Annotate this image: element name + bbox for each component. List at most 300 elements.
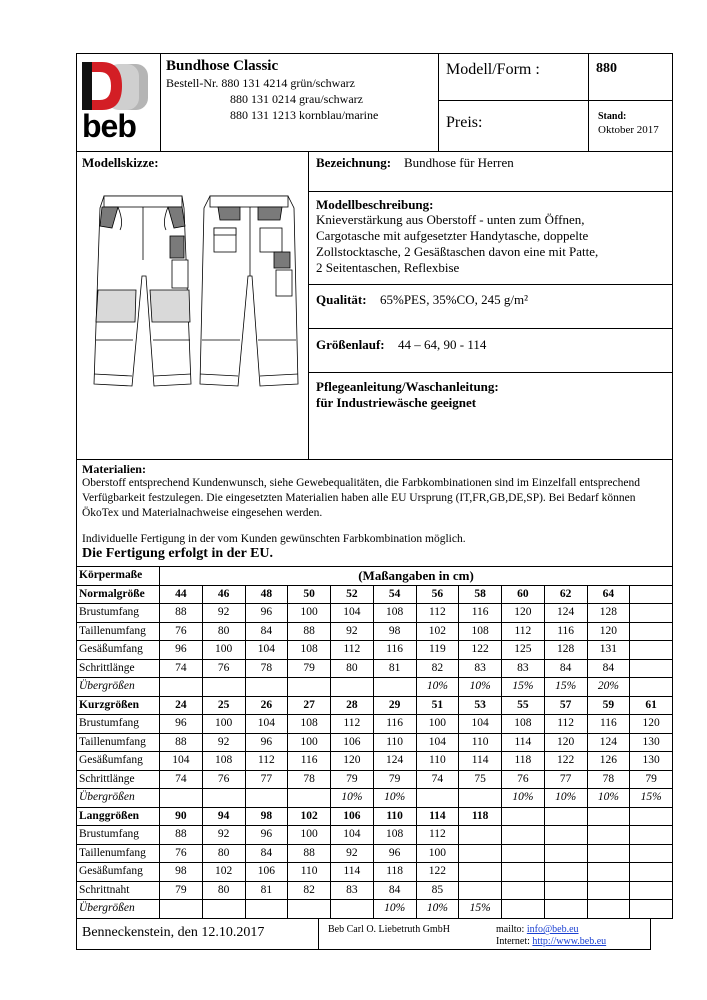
- value-cell: 27: [288, 696, 331, 715]
- table-row: [77, 641, 673, 660]
- beb-logo: [80, 58, 156, 146]
- row-label-cell: Übergrößen: [77, 678, 160, 697]
- size-table-corner: Körpermaße: [77, 567, 160, 586]
- value-cell: [502, 863, 545, 882]
- value-cell: 46: [202, 585, 245, 604]
- value-cell: [459, 881, 502, 900]
- row-label-cell: Taillenumfang: [77, 622, 160, 641]
- value-cell: 116: [288, 752, 331, 771]
- value-cell: [245, 900, 288, 919]
- footer-internet-row: [496, 936, 606, 948]
- oversize-row: [77, 900, 673, 919]
- value-cell: 83: [331, 881, 374, 900]
- value-cell: 96: [373, 844, 416, 863]
- value-cell: 10%: [544, 789, 587, 808]
- value-cell: 92: [202, 826, 245, 845]
- value-cell: 76: [202, 659, 245, 678]
- value-cell: 108: [202, 752, 245, 771]
- table-row: [77, 715, 673, 734]
- value-cell: 15%: [544, 678, 587, 697]
- value-cell: 106: [245, 863, 288, 882]
- value-cell: 104: [459, 715, 502, 734]
- order-line-1: Bestell-Nr. 880 131 4214 grün/schwarz: [166, 76, 355, 90]
- value-cell: 83: [459, 659, 502, 678]
- materials-individual: Individuelle Fertigung in der vom Kunden gewünschten Farbkombination möglich.: [82, 533, 466, 545]
- value-cell: [587, 881, 630, 900]
- value-cell: 77: [544, 770, 587, 789]
- row-label-cell: Normalgröße: [77, 585, 160, 604]
- row-label-cell: Schrittlänge: [77, 659, 160, 678]
- value-cell: 102: [416, 622, 459, 641]
- table-row: [77, 881, 673, 900]
- value-cell: 54: [373, 585, 416, 604]
- value-cell: 77: [245, 770, 288, 789]
- value-cell: 10%: [459, 678, 502, 697]
- value-cell: [630, 863, 673, 882]
- oversize-row: [77, 789, 673, 808]
- value-cell: 82: [416, 659, 459, 678]
- value-cell: 104: [331, 826, 374, 845]
- value-cell: [202, 678, 245, 697]
- value-cell: [331, 678, 374, 697]
- value-cell: 80: [202, 881, 245, 900]
- value-cell: 76: [202, 770, 245, 789]
- value-cell: [245, 789, 288, 808]
- value-cell: 110: [373, 807, 416, 826]
- value-cell: 108: [502, 715, 545, 734]
- value-cell: [502, 900, 545, 919]
- table-row: [77, 622, 673, 641]
- value-cell: 108: [288, 715, 331, 734]
- value-cell: [544, 826, 587, 845]
- value-cell: [544, 844, 587, 863]
- groessen-value: 44 – 64, 90 - 114: [398, 337, 487, 352]
- value-cell: [416, 789, 459, 808]
- value-cell: [373, 678, 416, 697]
- details-line-3: [308, 328, 673, 329]
- table-row: [77, 752, 673, 771]
- value-cell: [202, 900, 245, 919]
- table-row: [77, 659, 673, 678]
- value-cell: 80: [331, 659, 374, 678]
- value-cell: [544, 881, 587, 900]
- product-title: Bundhose Classic: [166, 58, 279, 74]
- value-cell: 112: [544, 715, 587, 734]
- value-cell: 114: [502, 733, 545, 752]
- value-cell: 59: [587, 696, 630, 715]
- value-cell: [288, 789, 331, 808]
- value-cell: 126: [587, 752, 630, 771]
- value-cell: 55: [502, 696, 545, 715]
- value-cell: 10%: [502, 789, 545, 808]
- value-cell: [587, 807, 630, 826]
- value-cell: 128: [544, 641, 587, 660]
- value-cell: [630, 659, 673, 678]
- value-cell: 75: [459, 770, 502, 789]
- value-cell: 79: [160, 881, 203, 900]
- value-cell: 110: [373, 733, 416, 752]
- beschreibung-line-2: Cargotasche mit aufgesetzter Handytasche, doppelte: [316, 228, 589, 243]
- value-cell: 24: [160, 696, 203, 715]
- value-cell: 120: [331, 752, 374, 771]
- value-cell: 100: [288, 826, 331, 845]
- value-cell: 80: [202, 844, 245, 863]
- sketch-divider: [308, 151, 309, 460]
- value-cell: 120: [544, 733, 587, 752]
- value-cell: 120: [502, 604, 545, 623]
- value-cell: 122: [544, 752, 587, 771]
- value-cell: 10%: [331, 789, 374, 808]
- materials-line-2: Verfügbarkeit festzulegen. Die eingesetzten Materialien haben alle EU Ursprung (IT,FR,GB,DE,SP). Bei Bedarf können: [82, 492, 636, 504]
- value-cell: 104: [245, 641, 288, 660]
- materials-eu-note: Die Fertigung erfolgt in der EU.: [82, 546, 274, 561]
- value-cell: 53: [459, 696, 502, 715]
- value-cell: [630, 622, 673, 641]
- value-cell: 29: [373, 696, 416, 715]
- value-cell: 130: [630, 752, 673, 771]
- value-cell: 79: [373, 770, 416, 789]
- row-label-cell: Übergrößen: [77, 789, 160, 808]
- value-cell: 116: [544, 622, 587, 641]
- value-cell: 94: [202, 807, 245, 826]
- value-cell: 10%: [416, 678, 459, 697]
- value-cell: 98: [245, 807, 288, 826]
- value-cell: 100: [416, 844, 459, 863]
- value-cell: 131: [587, 641, 630, 660]
- value-cell: [502, 881, 545, 900]
- order-line-2: 880 131 0214 grau/schwarz: [230, 92, 363, 106]
- value-cell: 51: [416, 696, 459, 715]
- table-row: [77, 770, 673, 789]
- value-cell: 82: [288, 881, 331, 900]
- value-cell: [459, 789, 502, 808]
- value-cell: 104: [245, 715, 288, 734]
- pflege-value: für Industriewäsche geeignet: [316, 395, 477, 410]
- header-divider-3: [588, 53, 589, 152]
- value-cell: 74: [160, 659, 203, 678]
- value-cell: 78: [288, 770, 331, 789]
- value-cell: 118: [459, 807, 502, 826]
- footer-divider: [318, 918, 319, 950]
- value-cell: [544, 900, 587, 919]
- value-cell: 125: [502, 641, 545, 660]
- value-cell: 50: [288, 585, 331, 604]
- size-table-caption-row: [77, 567, 673, 586]
- footer-internet-label: Internet:: [496, 936, 530, 947]
- stand-value: Oktober 2017: [598, 124, 659, 136]
- value-cell: 79: [630, 770, 673, 789]
- row-label-cell: Übergrößen: [77, 900, 160, 919]
- value-cell: 114: [459, 752, 502, 771]
- value-cell: 124: [373, 752, 416, 771]
- value-cell: 48: [245, 585, 288, 604]
- value-cell: 10%: [373, 900, 416, 919]
- value-cell: [587, 844, 630, 863]
- value-cell: 110: [416, 752, 459, 771]
- value-cell: 80: [202, 622, 245, 641]
- row-label-cell: Brustumfang: [77, 604, 160, 623]
- qualitaet-label: Qualität:: [316, 292, 367, 307]
- value-cell: 122: [459, 641, 502, 660]
- value-cell: 52: [331, 585, 374, 604]
- value-cell: [202, 789, 245, 808]
- materials-line-1: Oberstoff entsprechend Kundenwunsch, siehe Gewebequalitäten, die Farbkombinationen sind im Einzelfall entsprechend: [82, 477, 641, 489]
- value-cell: [630, 844, 673, 863]
- value-cell: 100: [202, 715, 245, 734]
- value-cell: [245, 678, 288, 697]
- value-cell: 79: [288, 659, 331, 678]
- size-table-caption: (Maßangaben in cm): [160, 567, 673, 586]
- value-cell: 96: [245, 604, 288, 623]
- value-cell: 79: [331, 770, 374, 789]
- value-cell: [459, 826, 502, 845]
- value-cell: 15%: [502, 678, 545, 697]
- value-cell: 98: [373, 622, 416, 641]
- value-cell: 118: [373, 863, 416, 882]
- value-cell: 81: [245, 881, 288, 900]
- value-cell: 84: [373, 881, 416, 900]
- value-cell: [630, 900, 673, 919]
- value-cell: 116: [459, 604, 502, 623]
- details-line-2: [308, 284, 673, 285]
- value-cell: 58: [459, 585, 502, 604]
- value-cell: [288, 900, 331, 919]
- value-cell: 92: [202, 604, 245, 623]
- value-cell: 26: [245, 696, 288, 715]
- value-cell: 98: [160, 863, 203, 882]
- table-row: [77, 733, 673, 752]
- table-row: [77, 844, 673, 863]
- value-cell: 108: [288, 641, 331, 660]
- row-label-cell: Schrittnaht: [77, 881, 160, 900]
- value-cell: 114: [416, 807, 459, 826]
- value-cell: 112: [245, 752, 288, 771]
- value-cell: 76: [160, 622, 203, 641]
- qualitaet-value: 65%PES, 35%CO, 245 g/m²: [380, 292, 528, 307]
- value-cell: 88: [288, 622, 331, 641]
- row-label-cell: Brustumfang: [77, 826, 160, 845]
- value-cell: 100: [416, 715, 459, 734]
- value-cell: [587, 900, 630, 919]
- value-cell: 90: [160, 807, 203, 826]
- value-cell: [630, 641, 673, 660]
- value-cell: 88: [160, 733, 203, 752]
- value-cell: 84: [544, 659, 587, 678]
- groessen-label: Größenlauf:: [316, 337, 385, 352]
- materials-line-3: ÖkoTex und Materialnachweise eingesehen werden.: [82, 507, 323, 519]
- value-cell: 10%: [416, 900, 459, 919]
- size-group-header-row: [77, 696, 673, 715]
- value-cell: [630, 678, 673, 697]
- value-cell: 10%: [373, 789, 416, 808]
- value-cell: 100: [288, 604, 331, 623]
- footer-mail-row: [496, 924, 579, 936]
- row-label-cell: Gesäßumfang: [77, 863, 160, 882]
- value-cell: 60: [502, 585, 545, 604]
- value-cell: [160, 678, 203, 697]
- value-cell: 119: [416, 641, 459, 660]
- price-label: Preis:: [446, 114, 483, 131]
- bezeichnung-value: Bundhose für Herren: [404, 155, 514, 170]
- sketch-label: Modellskizze:: [82, 155, 159, 170]
- value-cell: 20%: [587, 678, 630, 697]
- value-cell: 108: [373, 604, 416, 623]
- logo-text: beb: [82, 108, 136, 144]
- value-cell: 112: [331, 715, 374, 734]
- value-cell: 120: [630, 715, 673, 734]
- value-cell: 128: [587, 604, 630, 623]
- value-cell: [459, 863, 502, 882]
- materials-label: Materialien:: [82, 462, 146, 476]
- value-cell: 112: [502, 622, 545, 641]
- value-cell: 88: [288, 844, 331, 863]
- value-cell: 116: [587, 715, 630, 734]
- row-label-cell: Taillenumfang: [77, 733, 160, 752]
- value-cell: [587, 863, 630, 882]
- value-cell: 116: [373, 715, 416, 734]
- value-cell: 64: [587, 585, 630, 604]
- value-cell: 104: [331, 604, 374, 623]
- value-cell: 100: [288, 733, 331, 752]
- value-cell: 84: [245, 844, 288, 863]
- value-cell: 10%: [587, 789, 630, 808]
- details-line-4: [308, 372, 673, 373]
- value-cell: 100: [202, 641, 245, 660]
- row-label-cell: Schrittlänge: [77, 770, 160, 789]
- value-cell: 96: [245, 733, 288, 752]
- value-cell: [502, 807, 545, 826]
- value-cell: 108: [373, 826, 416, 845]
- value-cell: [630, 826, 673, 845]
- value-cell: 83: [502, 659, 545, 678]
- header-divider-2: [438, 53, 439, 152]
- value-cell: 85: [416, 881, 459, 900]
- footer-company: Beb Carl O. Liebetruth GmbH: [328, 924, 450, 935]
- value-cell: [459, 844, 502, 863]
- value-cell: 25: [202, 696, 245, 715]
- value-cell: [630, 881, 673, 900]
- value-cell: 92: [331, 622, 374, 641]
- value-cell: 15%: [630, 789, 673, 808]
- value-cell: 112: [331, 641, 374, 660]
- value-cell: 84: [587, 659, 630, 678]
- value-cell: 92: [202, 733, 245, 752]
- value-cell: 76: [502, 770, 545, 789]
- value-cell: 116: [373, 641, 416, 660]
- value-cell: 88: [160, 604, 203, 623]
- value-cell: [630, 604, 673, 623]
- value-cell: 74: [416, 770, 459, 789]
- footer-url-link[interactable]: http://www.beb.eu: [532, 936, 607, 947]
- value-cell: 96: [160, 715, 203, 734]
- value-cell: 56: [416, 585, 459, 604]
- value-cell: [288, 678, 331, 697]
- value-cell: 106: [331, 807, 374, 826]
- beschreibung-line-3: Zollstocktasche, 2 Gesäßtaschen davon eine mit Patte,: [316, 244, 599, 259]
- row-label-cell: Taillenumfang: [77, 844, 160, 863]
- size-table: [76, 566, 673, 919]
- size-group-header-row: [77, 585, 673, 604]
- value-cell: 124: [544, 604, 587, 623]
- value-cell: 102: [202, 863, 245, 882]
- pflege-label: Pflegeanleitung/Waschanleitung:: [316, 379, 499, 394]
- beschreibung-line-4: 2 Seitentaschen, Reflexbise: [316, 260, 460, 275]
- value-cell: 122: [416, 863, 459, 882]
- value-cell: 15%: [459, 900, 502, 919]
- row-label-cell: Gesäßumfang: [77, 641, 160, 660]
- value-cell: 44: [160, 585, 203, 604]
- order-line-3: 880 131 1213 kornblau/marine: [230, 108, 379, 122]
- value-cell: [331, 900, 374, 919]
- value-cell: 28: [331, 696, 374, 715]
- value-cell: 78: [587, 770, 630, 789]
- value-cell: 112: [416, 604, 459, 623]
- value-cell: 104: [416, 733, 459, 752]
- value-cell: 110: [288, 863, 331, 882]
- value-cell: 118: [502, 752, 545, 771]
- value-cell: 62: [544, 585, 587, 604]
- value-cell: 81: [373, 659, 416, 678]
- details-line-1: [308, 191, 673, 192]
- table-row: [77, 604, 673, 623]
- oversize-row: [77, 678, 673, 697]
- row-label-cell: Brustumfang: [77, 715, 160, 734]
- size-group-header-row: [77, 807, 673, 826]
- value-cell: [160, 900, 203, 919]
- value-cell: [544, 863, 587, 882]
- value-cell: 78: [245, 659, 288, 678]
- value-cell: [502, 844, 545, 863]
- value-cell: 108: [459, 622, 502, 641]
- value-cell: 57: [544, 696, 587, 715]
- value-cell: 130: [630, 733, 673, 752]
- value-cell: [160, 789, 203, 808]
- stand-label: Stand:: [598, 111, 627, 122]
- row-label-cell: Gesäßumfang: [77, 752, 160, 771]
- value-cell: 114: [331, 863, 374, 882]
- beschreibung-label: Modellbeschreibung:: [316, 197, 434, 212]
- footer-mail-link[interactable]: info@beb.eu: [526, 924, 579, 935]
- pants-sketch: [90, 190, 302, 395]
- footer-mailto-label: mailto:: [496, 924, 525, 935]
- value-cell: [587, 826, 630, 845]
- value-cell: 61: [630, 696, 673, 715]
- value-cell: 104: [160, 752, 203, 771]
- beschreibung-line-1: Knieverstärkung aus Oberstoff - unten zum Öffnen,: [316, 212, 585, 227]
- header-divider-1: [160, 53, 161, 152]
- value-cell: 112: [416, 826, 459, 845]
- value-cell: 88: [160, 826, 203, 845]
- value-cell: [502, 826, 545, 845]
- value-cell: 96: [160, 641, 203, 660]
- value-cell: 106: [331, 733, 374, 752]
- header-divider-h: [438, 100, 673, 101]
- value-cell: 92: [331, 844, 374, 863]
- model-value: 880: [596, 61, 617, 76]
- row-label-cell: Kurzgrößen: [77, 696, 160, 715]
- value-cell: [544, 807, 587, 826]
- value-cell: 74: [160, 770, 203, 789]
- footer-place-date: Benneckenstein, den 12.10.2017: [82, 925, 265, 940]
- value-cell: 120: [587, 622, 630, 641]
- model-label: Modell/Form :: [446, 61, 540, 78]
- value-cell: [630, 585, 673, 604]
- value-cell: 110: [459, 733, 502, 752]
- bezeichnung-label: Bezeichnung:: [316, 155, 392, 170]
- value-cell: 84: [245, 622, 288, 641]
- value-cell: 102: [288, 807, 331, 826]
- table-row: [77, 826, 673, 845]
